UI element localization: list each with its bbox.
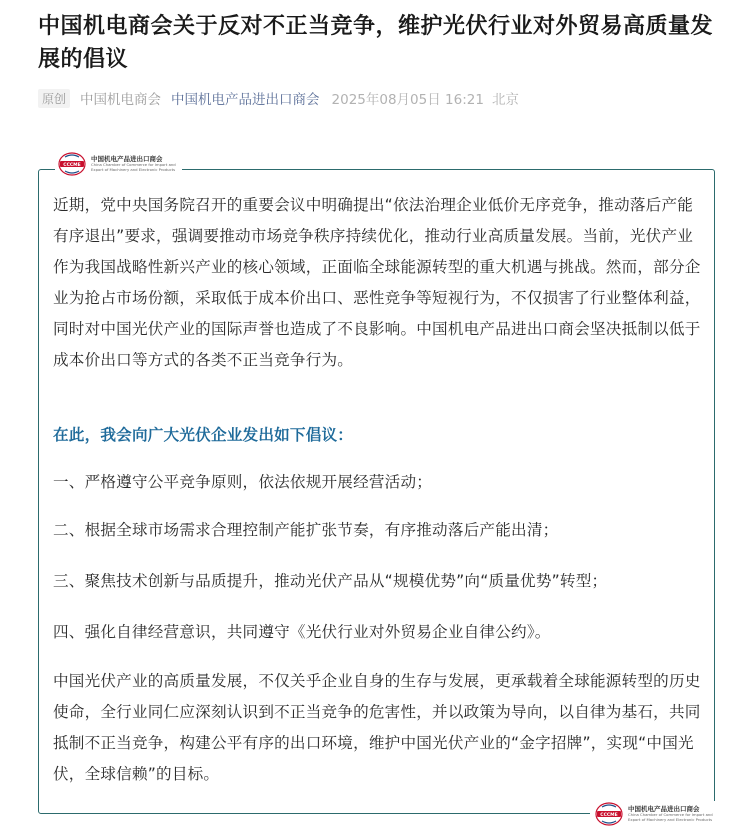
initiative-item-2: 二、根据全球市场需求合理控制产能扩张节奏，有序推动落后产能出清； (53, 521, 559, 539)
original-badge: 原创 (38, 89, 70, 108)
chamber-logo-bottom (590, 801, 717, 827)
logo-name-en-2: Export of Machinery and Electronic Products (628, 816, 713, 822)
svg-text:CCCME: CCCME (600, 813, 618, 818)
chamber-emblem-icon (594, 801, 624, 827)
article-meta (38, 87, 519, 109)
publish-time: 2025年08月05日 16:21 (331, 92, 484, 108)
logo-name-cn: 中国机电产品进出口商会 (628, 805, 700, 814)
chamber-logo-top (55, 151, 182, 177)
svg-text:CCCME: CCCME (63, 163, 81, 168)
logo-name-en-2: Export of Machinery and Electronic Products (91, 166, 176, 172)
chamber-logo-text (628, 806, 713, 821)
logo-name-en-1: China Chamber of Commerce for Import and (628, 812, 713, 818)
logo-name-cn: 中国机电产品进出口商会 (91, 155, 163, 164)
author-name: 中国机电商会 (80, 92, 162, 108)
logo-name-en-1: China Chamber of Commerce for Import and (91, 162, 176, 168)
paragraph-closing: 中国光伏产业的高质量发展，不仅关乎企业自身的生存与发展，更承载着全球能源转型的历史使命，全行业同仁应深刻认识到不正当竞争的危害性，并以政策为导向，以自律为基石，共同抵制不正当竞争，构建公平有序的出口环境，维护中国光伏产业的“金字招牌”，实现“中国光伏，全球信赖”的目标。 (53, 672, 701, 783)
initiative-item-1: 一、严格遵守公平竞争原则，依法依规开展经营活动； (53, 473, 433, 491)
initiative-item-4: 四、强化自律经营意识，共同遵守《光伏行业对外贸易企业自律公约》。 (53, 623, 551, 641)
initiative-item-3: 三、聚焦技术创新与品质提升，推动光伏产品从“规模优势”向“质量优势”转型； (53, 572, 608, 590)
paragraph-intro: 近期，党中央国务院召开的重要会议中明确提出“依法治理企业低价无序竞争，推动落后产能有序退出”要求，强调要推动市场竞争秩序持续优化，推动行业高质量发展。当前，光伏产业作为我国战略性新兴产业的核心领域，正面临全球能源转型的重大机遇与挑战。然而，部分企业为抢占市场份额，采取低于成本价出口、恶性竞争等短视行为，不仅损害了行业整体利益，同时对中国光伏产业的国际声誉也造成了不良影响。中国机电产品进出口商会坚决抵制以低于成本价出口等方式的各类不正当竞争行为。 (53, 196, 701, 369)
account-link[interactable]: 中国机电产品进出口商会 (171, 92, 320, 108)
initiative-intro: 在此，我会向广大光伏企业发出如下倡议： (53, 426, 354, 444)
chamber-logo-text (91, 156, 176, 171)
chamber-emblem-icon (57, 151, 87, 177)
publish-location: 北京 (491, 92, 519, 108)
article-title: 中国机电商会关于反对不正当竞争，维护光伏行业对外贸易高质量发展的倡议 (38, 14, 714, 72)
